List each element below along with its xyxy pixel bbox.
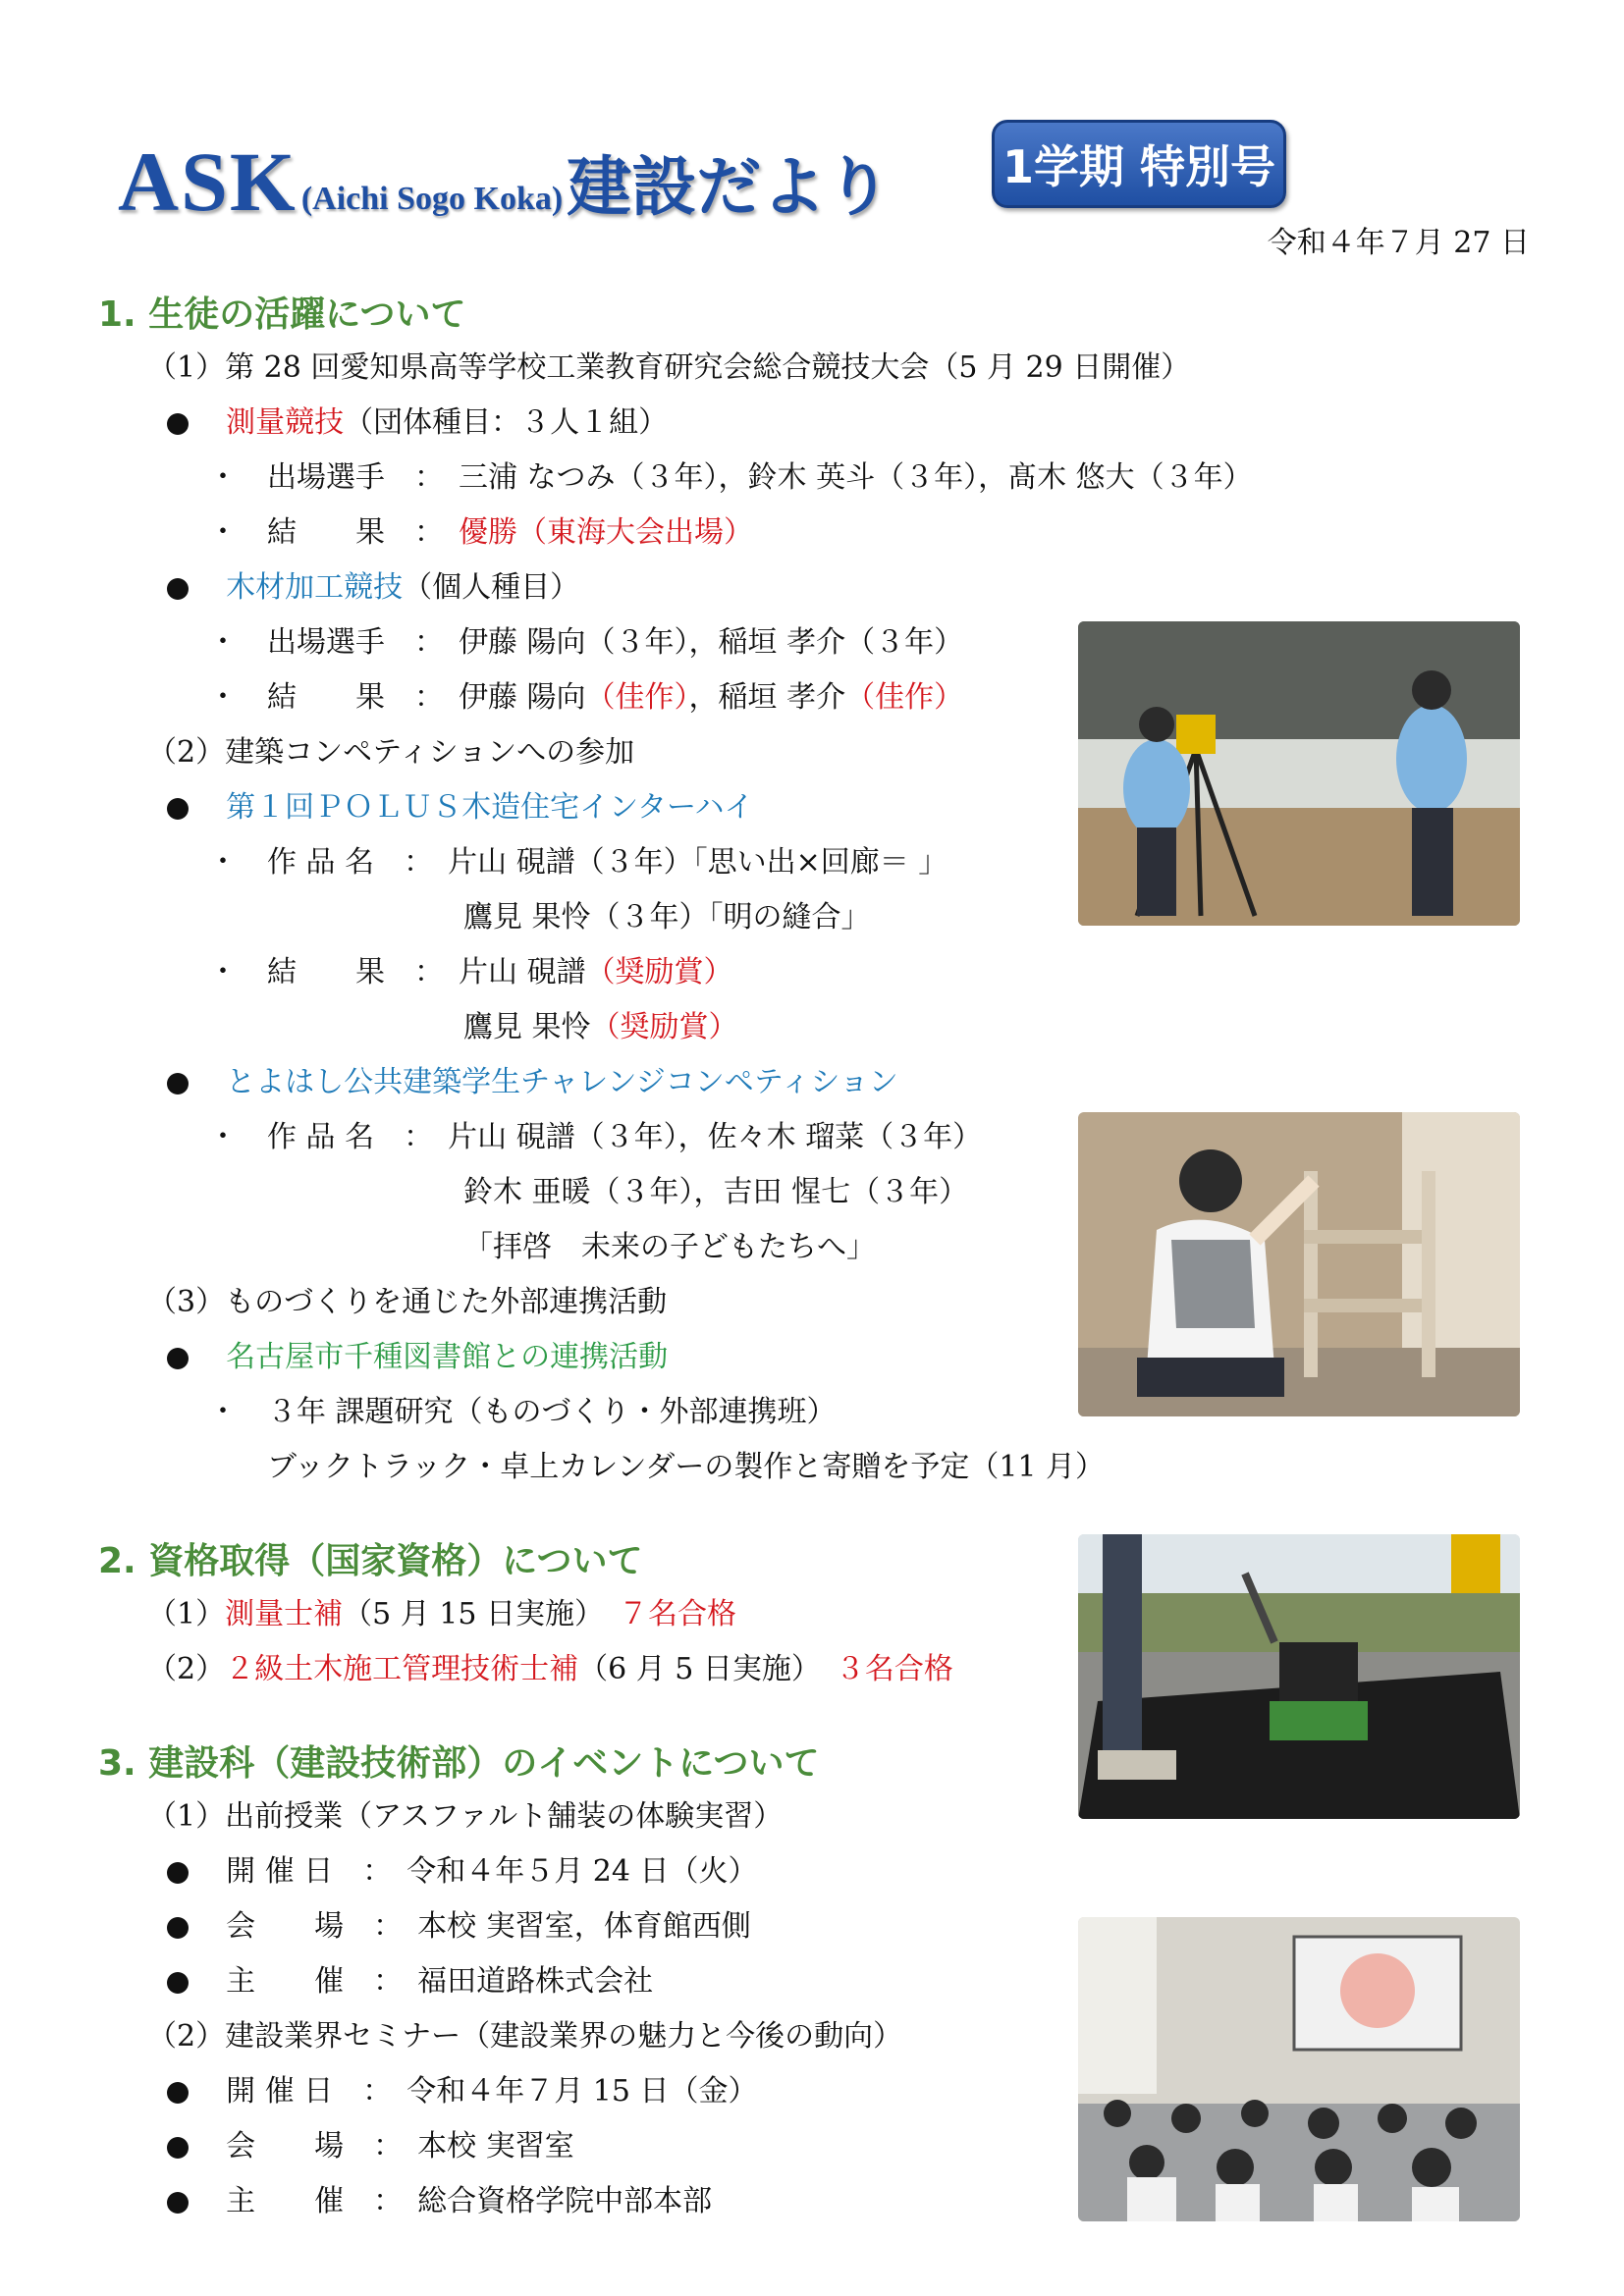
newsletter-title (118, 116, 892, 229)
qual2-prefix: （2） (147, 1652, 226, 1686)
event1-note: （団体種目：３人１組） (344, 405, 669, 440)
bullet-icon (167, 413, 189, 435)
surveying-photo (1078, 621, 1520, 926)
section1-heading: 1. 生徒の活躍について (98, 294, 466, 335)
collab-name: 名古屋市千種図書館との連携活動 (226, 1340, 669, 1374)
event1-result-row (208, 515, 753, 551)
bullet-icon (167, 2192, 189, 2214)
comp1-name: 第１回ＰＯＬＵＳ木造住宅インターハイ (226, 790, 754, 825)
title-subtitle: (Aichi Sogo Koka) (300, 181, 564, 217)
ev1-date: 開 催 日 ： 令和４年５月 24 日（火） (226, 1854, 758, 1889)
bullet-icon (167, 1862, 189, 1884)
bullet-icon (167, 2137, 189, 2159)
ev2-date: 開 催 日 ： 令和４年７月 15 日（金） (226, 2074, 758, 2109)
qual2-name: ２級土木施工管理技術士補 (225, 1652, 579, 1686)
qual1-mid: （5 月 15 日実施） (343, 1597, 589, 1631)
event1-result: 優勝（東海大会出場） (459, 515, 753, 550)
event2-result-a: （佳作） (585, 680, 689, 715)
ev1-host-row (167, 1964, 653, 2000)
event2-result-row (208, 680, 963, 716)
comp1-result-a: （奨励賞） (585, 955, 733, 989)
bullet-icon (167, 798, 189, 820)
qual1-row (147, 1597, 736, 1632)
qual2-mid: （6 月 5 日実施） (578, 1652, 806, 1686)
ev2-date-row (167, 2074, 757, 2109)
ev1-date-row (167, 1854, 757, 1890)
section1-sub1: （1）第 28 回愛知県高等学校工業教育研究会総合競技大会（5 月 29 日開催） (147, 350, 1191, 385)
event2-result-mid: ，稲垣 孝介 (688, 680, 846, 715)
qual2-row (147, 1652, 953, 1687)
event2-players: ・ 出場選手 ： 伊藤 陽向（３年），稲垣 孝介（３年） (208, 625, 964, 660)
bullet-icon (167, 1348, 189, 1369)
comp1-work1: ・ 作 品 名 ： 片山 硯譜（３年）「思い出×回廊＝ 」 (208, 845, 948, 880)
bullet-icon (167, 578, 189, 600)
qual1-name: 測量士補 (225, 1597, 344, 1631)
event1-result-label: ・ 結 果 ： (208, 515, 429, 550)
comp1-result2-name: 鷹見 果怜 (463, 1010, 591, 1044)
comp2-work1: ・ 作 品 名 ： 片山 硯譜（３年），佐々木 瑠菜（３年） (208, 1120, 983, 1154)
qual1-prefix: （1） (147, 1597, 226, 1631)
issue-date: 令和４年７月 27 日 (1267, 226, 1530, 260)
collab-row (167, 1340, 668, 1375)
comp2-work3: 「拝啓 未来の子どもたちへ」 (463, 1230, 876, 1264)
event2-row (167, 570, 579, 606)
asphalt-compactor-photo (1078, 1534, 1520, 1819)
comp1-row (167, 790, 753, 826)
comp2-name: とよはし公共建築学生チャレンジコンペティション (226, 1065, 898, 1099)
section3-heading: 3. 建設科（建設技術部）のイベントについて (98, 1743, 820, 1784)
title-ask: ASK (118, 134, 298, 229)
ev1-place-row (167, 1909, 751, 1945)
comp1-result-row (208, 955, 733, 990)
qual1-result: ７名合格 (618, 1597, 736, 1631)
ev2-place: 会 場 ： 本校 実習室 (226, 2129, 574, 2163)
comp1-work2: 鷹見 果怜（３年）「明の縫合」 (463, 900, 871, 934)
bullet-icon (167, 2082, 189, 2104)
event1-row (167, 405, 668, 441)
comp2-work2: 鈴木 亜暖（３年），吉田 惺七（３年） (463, 1175, 969, 1209)
section3-sub1: （1）出前授業（アスファルト舗装の体験実習） (147, 1799, 784, 1834)
event2-name: 木材加工競技 (226, 570, 404, 605)
ev1-place: 会 場 ： 本校 実習室，体育館西側 (226, 1909, 751, 1944)
comp1-result-b: （奨励賞） (590, 1010, 738, 1044)
comp2-row (167, 1065, 898, 1100)
issue-badge: 1学期 特別号 (992, 120, 1286, 208)
bullet-icon (167, 1917, 189, 1939)
ev2-host: 主 催 ： 総合資格学院中部本部 (226, 2184, 713, 2218)
collab-line2: ブックトラック・卓上カレンダーの製作と寄贈を予定（11 月） (267, 1450, 1106, 1484)
ev1-host: 主 催 ： 福田道路株式会社 (226, 1964, 654, 1999)
comp1-result2-row (463, 1010, 738, 1045)
book-truck-photo (1078, 1112, 1520, 1416)
seminar-photo (1078, 1917, 1520, 2221)
event2-note: （個人種目） (403, 570, 580, 605)
bullet-icon (167, 1073, 189, 1095)
section1-sub3: （3）ものづくりを通じた外部連携活動 (147, 1285, 668, 1319)
event2-result-b: （佳作） (845, 680, 964, 715)
section3-sub2: （2）建設業界セミナー（建設業界の魅力と今後の動向） (147, 2019, 903, 2054)
ev2-host-row (167, 2184, 712, 2219)
ev2-place-row (167, 2129, 574, 2164)
bullet-icon (167, 1972, 189, 1994)
event1-name: 測量競技 (226, 405, 345, 440)
section2-heading: 2. 資格取得（国家資格）について (98, 1541, 643, 1581)
event2-result-label: ・ 結 果 ： 伊藤 陽向 (208, 680, 586, 715)
event1-players: ・ 出場選手 ： 三浦 なつみ（３年），鈴木 英斗（３年），髙木 悠大（３年） (208, 460, 1253, 495)
section1-sub2: （2）建築コンペティションへの参加 (147, 735, 635, 770)
comp1-result-label: ・ 結 果 ： 片山 硯譜 (208, 955, 586, 989)
collab-line1: ・ ３年 課題研究（ものづくり・外部連携班） (208, 1395, 837, 1429)
qual2-result: ３名合格 (835, 1652, 953, 1686)
title-japanese: 建設だより (567, 149, 892, 225)
